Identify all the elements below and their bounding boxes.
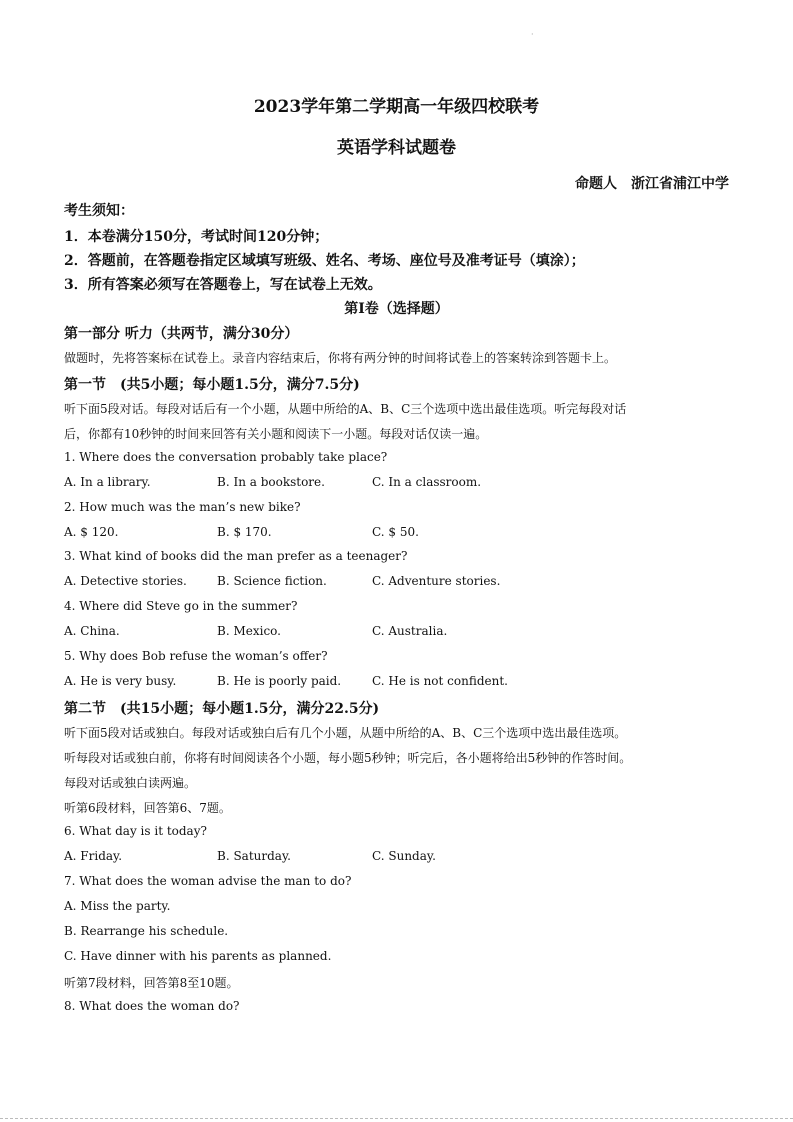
- question-2: 2. How much was the man’s new bike?: [64, 500, 301, 514]
- section2-instruction: 听下面5段对话或独白。每段对话或独白后有几个小题，从题中所给的A、B、C三个选项中选出最佳选项。: [64, 726, 627, 740]
- q4-option-b: B. Mexico.: [217, 624, 281, 638]
- q1-option-c: C. In a classroom.: [372, 475, 482, 489]
- exam-author: 命题人 浙江省浦江中学: [575, 176, 729, 192]
- q3-option-a: A. Detective stories.: [64, 574, 187, 588]
- q7-option-b: B. Rearrange his schedule.: [64, 924, 229, 938]
- q2-option-b: B. $ 170.: [217, 525, 272, 539]
- q7-option-a: A. Miss the party.: [64, 899, 171, 913]
- question-5: 5. Why does Bob refuse the woman’s offer?: [64, 649, 328, 663]
- section2-instruction: 听每段对话或独白前，你将有时间阅读各个小题，每小题5秒钟；听完后，各小题将给出5秒钟的作答时间。: [64, 751, 632, 765]
- q5-option-a: A. He is very busy.: [64, 674, 177, 688]
- q4-option-c: C. Australia.: [372, 624, 448, 638]
- q5-option-b: B. He is poorly paid.: [217, 674, 342, 688]
- question-6: 6. What day is it today?: [64, 824, 207, 838]
- q2-option-a: A. $ 120.: [64, 525, 119, 539]
- material-6-label: 听第6段材料，回答第6、7题。: [64, 801, 231, 815]
- q5-option-c: C. He is not confident.: [372, 674, 508, 688]
- notice-item: 2．答题前，在答题卷指定区域填写班级、姓名、考场、座位号及准考证号（填涂）；: [64, 253, 585, 269]
- q2-option-c: C. $ 50.: [372, 525, 419, 539]
- exam-title: 2023学年第二学期高一年级四校联考: [253, 97, 540, 117]
- material-7-label: 听第7段材料，回答第8至10题。: [64, 976, 239, 990]
- notice-heading: 考生须知：: [64, 203, 134, 219]
- question-8: 8. What does the woman do?: [64, 999, 240, 1013]
- q4-option-a: A. China.: [64, 624, 120, 638]
- question-7: 7. What does the woman advise the man to do?: [64, 874, 352, 888]
- q3-option-c: C. Adventure stories.: [372, 574, 501, 588]
- q7-option-c: C. Have dinner with his parents as planned.: [64, 949, 332, 963]
- question-4: 4. Where did Steve go in the summer?: [64, 599, 298, 613]
- part1-heading: 第一部分 听力（共两节，满分30分）: [64, 326, 299, 342]
- q1-option-a: A. In a library.: [64, 475, 151, 489]
- part1-instruction: 做题时，先将答案标在试卷上。录音内容结束后，你将有两分钟的时间将试卷上的答案转涂到答题卡上。: [64, 351, 617, 365]
- scan-dot: ·: [531, 30, 534, 39]
- q6-option-c: C. Sunday.: [372, 849, 436, 863]
- q3-option-b: B. Science fiction.: [217, 574, 327, 588]
- section1-instruction: 后，你都有10秒钟的时间来回答有关小题和阅读下一小题。每段对话仅读一遍。: [64, 427, 488, 441]
- page-bottom-divider: [0, 1118, 793, 1119]
- q6-option-b: B. Saturday.: [217, 849, 291, 863]
- volume-title: 第Ⅰ卷（选择题）: [344, 301, 449, 317]
- section2-heading: 第二节 (共15小题；每小题1.5分，满分22.5分): [64, 701, 380, 717]
- notice-item: 3．所有答案必须写在答题卷上，写在试卷上无效。: [64, 277, 382, 293]
- section1-instruction: 听下面5段对话。每段对话后有一个小题，从题中所给的A、B、C三个选项中选出最佳选项。听完每段对话: [64, 402, 627, 416]
- q1-option-b: B. In a bookstore.: [217, 475, 325, 489]
- notice-item: 1．本卷满分150分，考试时间120分钟；: [64, 229, 329, 245]
- exam-subtitle: 英语学科试题卷: [337, 138, 456, 158]
- section2-instruction: 每段对话或独白读两遍。: [64, 776, 197, 790]
- section1-heading: 第一节 (共5小题；每小题1.5分，满分7.5分): [64, 377, 360, 393]
- question-1: 1. Where does the conversation probably take place?: [64, 450, 388, 464]
- q6-option-a: A. Friday.: [64, 849, 123, 863]
- question-3: 3. What kind of books did the man prefer as a teenager?: [64, 549, 408, 563]
